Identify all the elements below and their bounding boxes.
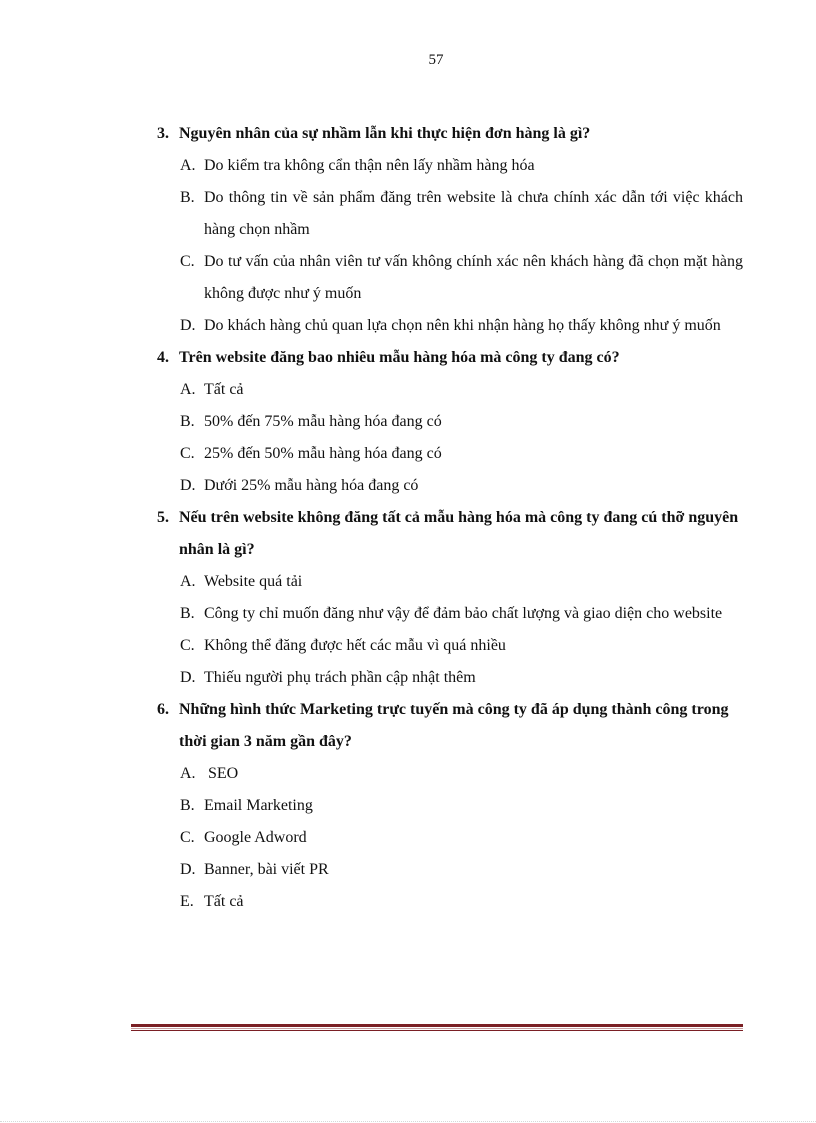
answer-option [157, 630, 743, 662]
option-text: Do tư vấn của nhân viên tư vấn không chính xác nên khách hàng đã chọn mặt hàng không được như ý muốn [204, 253, 743, 302]
question-text: Nguyên nhân của sự nhầm lẫn khi thực hiện đơn hàng là gì? [179, 125, 591, 142]
answer-option [157, 758, 743, 790]
answer-option [157, 310, 743, 342]
answer-option [157, 470, 743, 502]
answer-option [157, 246, 743, 310]
question-text: Nếu trên website không đăng tất cả mẫu hàng hóa mà công ty đang cú thỡ nguyên nhân là gì? [179, 509, 739, 558]
answer-option [157, 822, 743, 854]
question-heading [157, 118, 743, 150]
answer-option [157, 406, 743, 438]
option-letter: C. [180, 253, 195, 270]
answer-option [157, 662, 743, 694]
option-text: Do thông tin về sản phẩm đăng trên website là chưa chính xác dẫn tới việc khách hàng chọn nhầm [204, 189, 743, 238]
option-letter: A. [180, 157, 196, 174]
option-letter: C. [180, 637, 195, 654]
question-number: 4. [157, 349, 169, 366]
option-text: Do khách hàng chủ quan lựa chọn nên khi nhận hàng họ thấy không như ý muốn [204, 317, 721, 334]
answer-option [157, 854, 743, 886]
question-number: 5. [157, 509, 169, 526]
option-letter: D. [180, 317, 196, 334]
option-text: Google Adword [204, 829, 307, 846]
option-letter: B. [180, 605, 195, 622]
option-letter: C. [180, 445, 195, 462]
option-text: Tất cả [204, 893, 244, 910]
option-letter: B. [180, 797, 195, 814]
question-text: Những hình thức Marketing trực tuyến mà công ty đã áp dụng thành công trong thời gian 3 năm gần đây? [179, 701, 729, 750]
question-block [157, 118, 743, 342]
question-heading [157, 342, 743, 374]
answer-option [157, 374, 743, 406]
option-text: Tất cả [204, 381, 244, 398]
option-letter: E. [180, 893, 194, 910]
footer-divider-inner-line [131, 1028, 743, 1029]
option-text: Không thể đăng được hết các mẫu vì quá nhiều [204, 637, 506, 654]
option-letter: A. [180, 765, 196, 782]
option-letter: C. [180, 829, 195, 846]
option-text: Website quá tải [204, 573, 303, 590]
option-text: Công ty chỉ muốn đăng như vậy để đảm bảo chất lượng và giao diện cho website [204, 605, 723, 622]
option-text: 50% đến 75% mẫu hàng hóa đang có [204, 413, 442, 430]
option-letter: D. [180, 669, 196, 686]
option-text: Banner, bài viết PR [204, 861, 329, 878]
option-text: Thiếu người phụ trách phần cập nhật thêm [204, 669, 476, 686]
option-text: Email Marketing [204, 797, 313, 814]
question-number: 6. [157, 701, 169, 718]
option-text: 25% đến 50% mẫu hàng hóa đang có [204, 445, 442, 462]
option-letter: B. [180, 189, 195, 206]
option-letter: A. [180, 573, 196, 590]
answer-option [157, 886, 743, 918]
question-heading [157, 694, 743, 758]
question-block [157, 502, 743, 694]
answer-option [157, 566, 743, 598]
option-text: Dưới 25% mẫu hàng hóa đang có [204, 477, 419, 494]
option-letter: D. [180, 861, 196, 878]
questionnaire [157, 118, 743, 918]
option-letter: B. [180, 413, 195, 430]
option-letter: D. [180, 477, 196, 494]
question-text: Trên website đăng bao nhiêu mẫu hàng hóa mà công ty đang có? [179, 349, 620, 366]
option-text: SEO [204, 765, 239, 782]
page-number: 57 [428, 52, 444, 68]
page-bottom-border [0, 1121, 816, 1122]
question-block [157, 342, 743, 502]
footer-divider [131, 1024, 743, 1031]
answer-option [157, 150, 743, 182]
option-letter: A. [180, 381, 196, 398]
answer-option [157, 182, 743, 246]
question-heading [157, 502, 743, 566]
answer-option [157, 790, 743, 822]
question-number: 3. [157, 125, 169, 142]
answer-option [157, 598, 743, 630]
answer-option [157, 438, 743, 470]
option-text: Do kiểm tra không cẩn thận nên lấy nhầm hàng hóa [204, 157, 535, 174]
question-block [157, 694, 743, 918]
